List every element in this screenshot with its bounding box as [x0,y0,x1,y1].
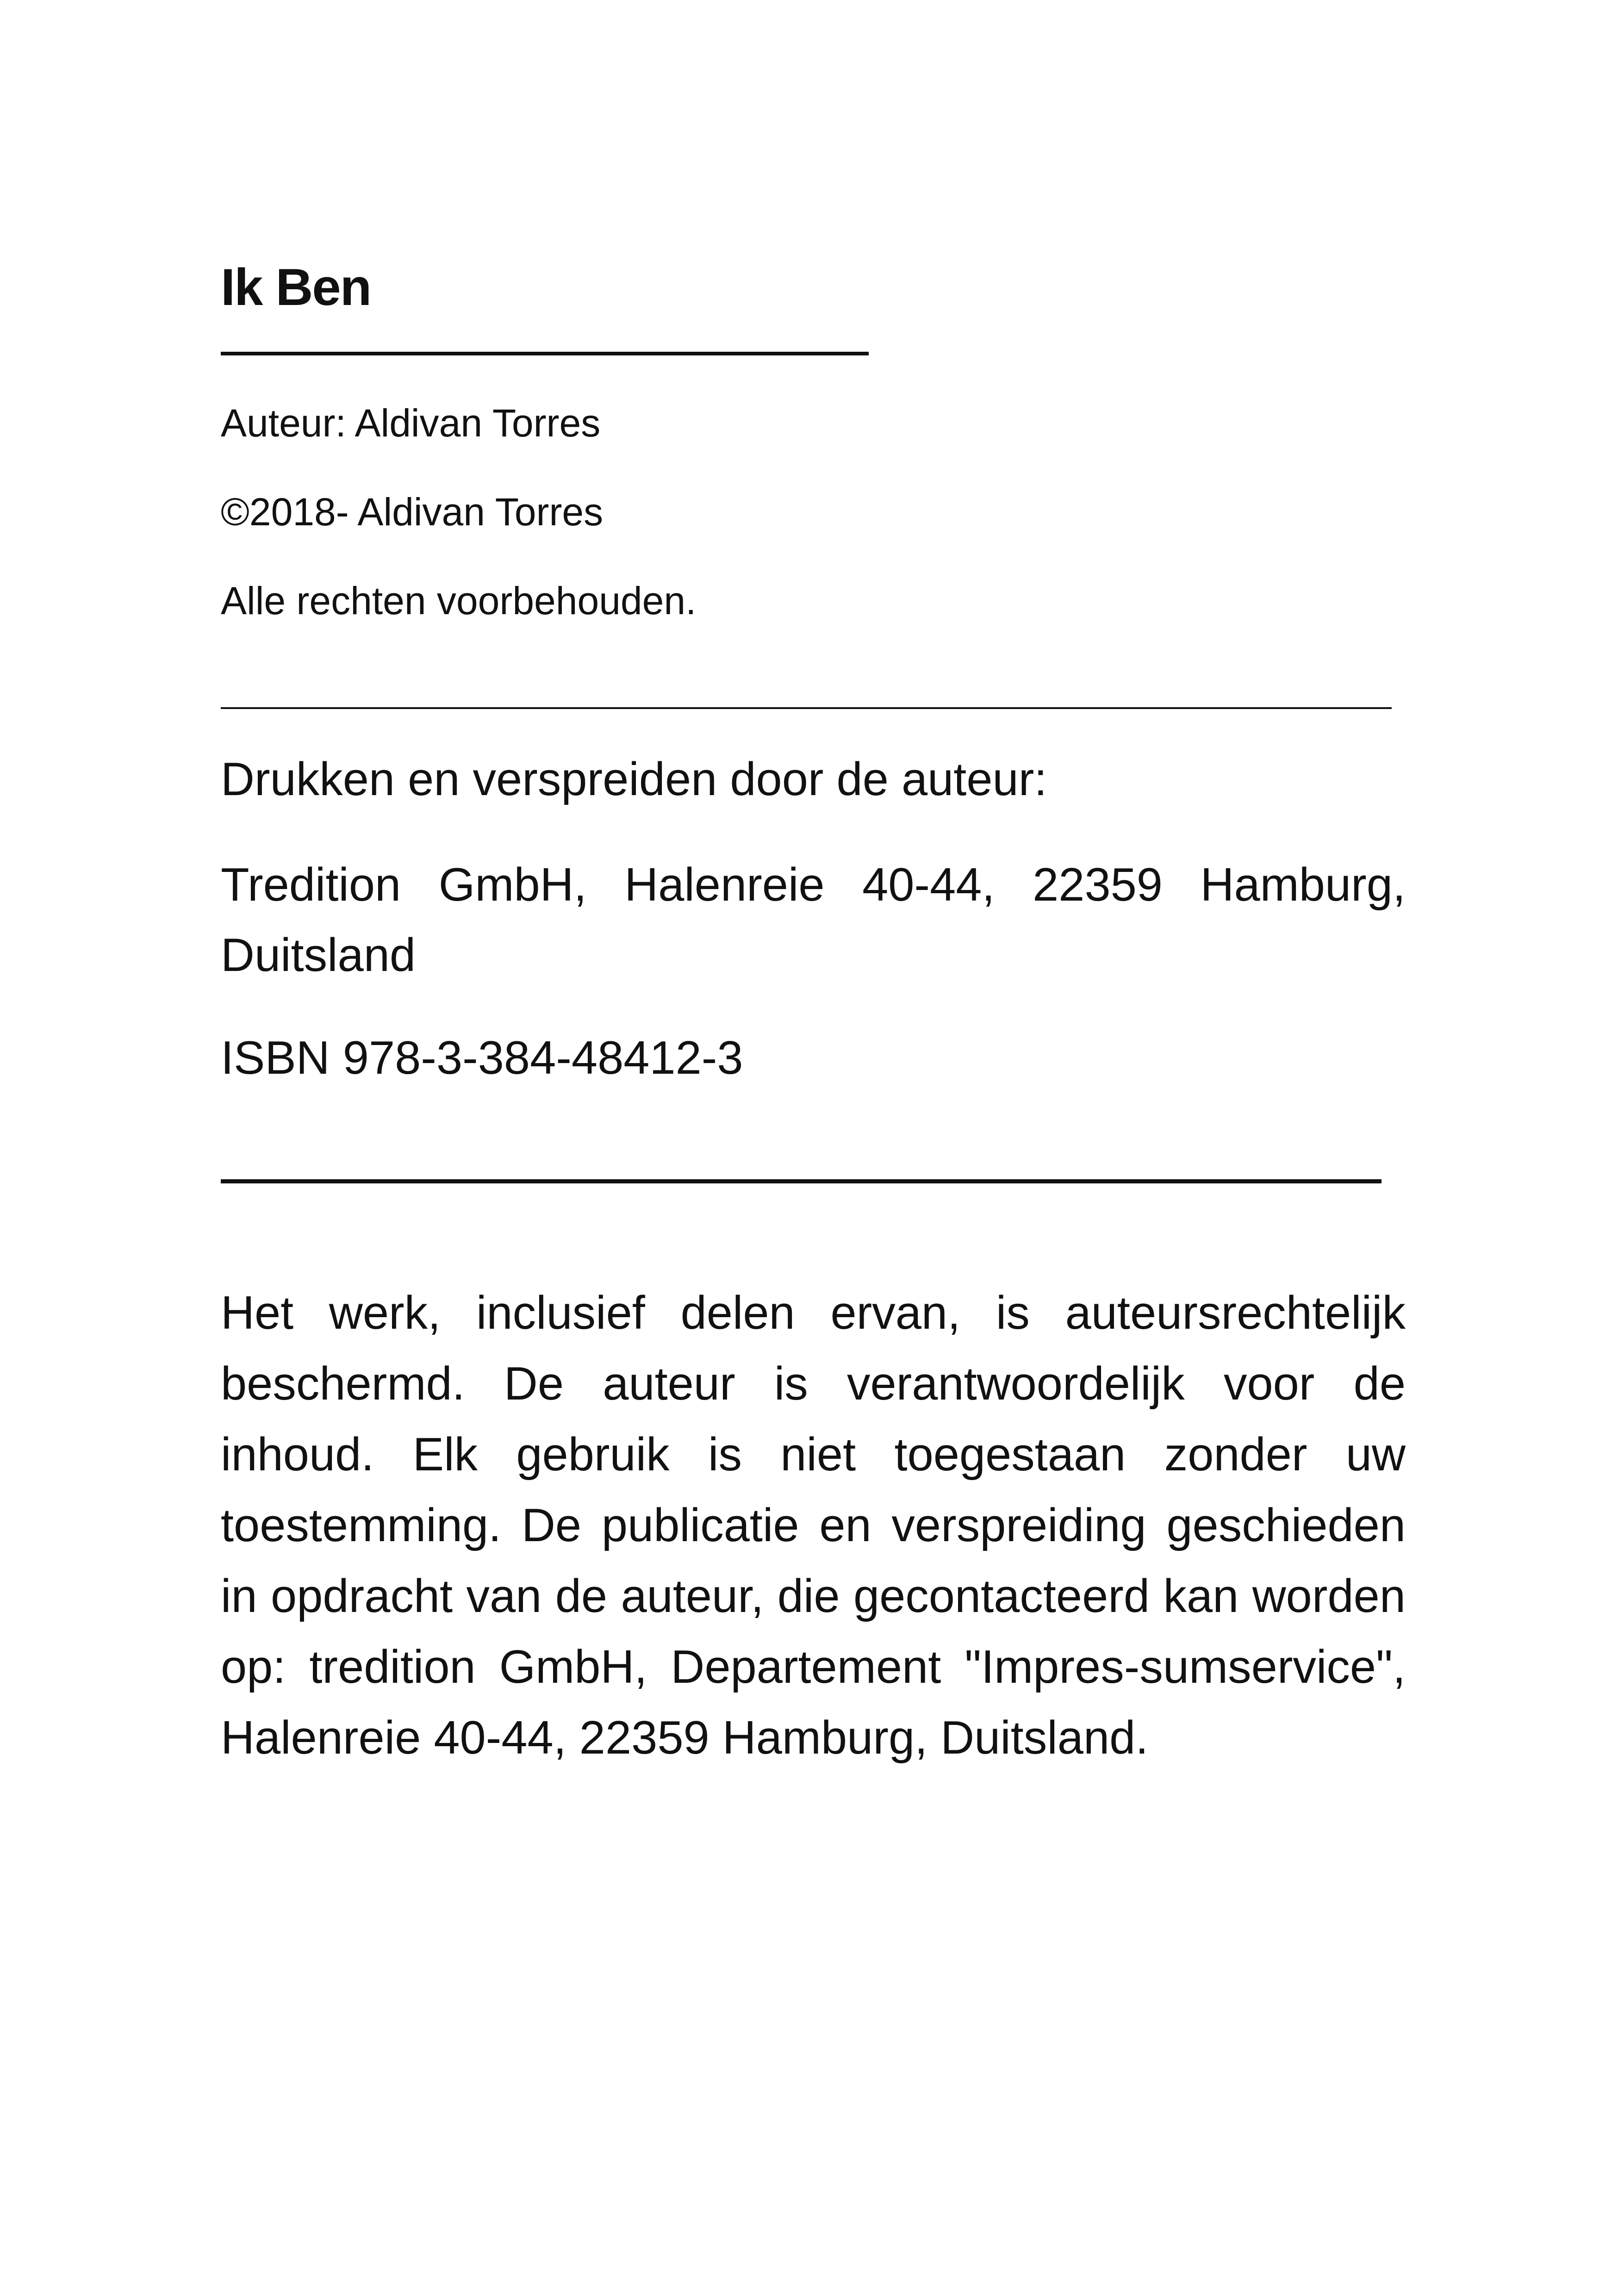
author-line: Auteur: Aldivan Torres [221,401,601,445]
publisher-address: Tredition GmbH, Halenreie 40-44, 22359 Hamburg, Duitsland [221,859,1406,981]
book-title: Ik Ben [221,258,371,317]
isbn-divider [221,1179,1382,1183]
copyright-line: ©2018- Aldivan Torres [221,490,604,534]
rights-divider [221,707,1392,709]
isbn-line: ISBN 978-3-384-48412-3 [221,1032,743,1084]
copyright-notice: Het werk, inclusief delen ervan, is auteursrechtelijk beschermd. De auteur is verantwoordelijk voor de inhoud. Elk gebruik is niet toegestaan zonder uw toestemming. De publicatie en verspreiding geschieden in opdracht van de auteur, die gecontacteerd kan worden op: tredition GmbH, Departement "Impres-sumservice", Halenreie 40-44, 22359 Hamburg, Duitsland. [221,1287,1406,1764]
print-heading: Drukken en verspreiden door de auteur: [221,753,1047,805]
copyright-page [221,0,1406,2296]
rights-line: Alle rechten voorbehouden. [221,579,697,622]
title-divider [221,352,869,355]
